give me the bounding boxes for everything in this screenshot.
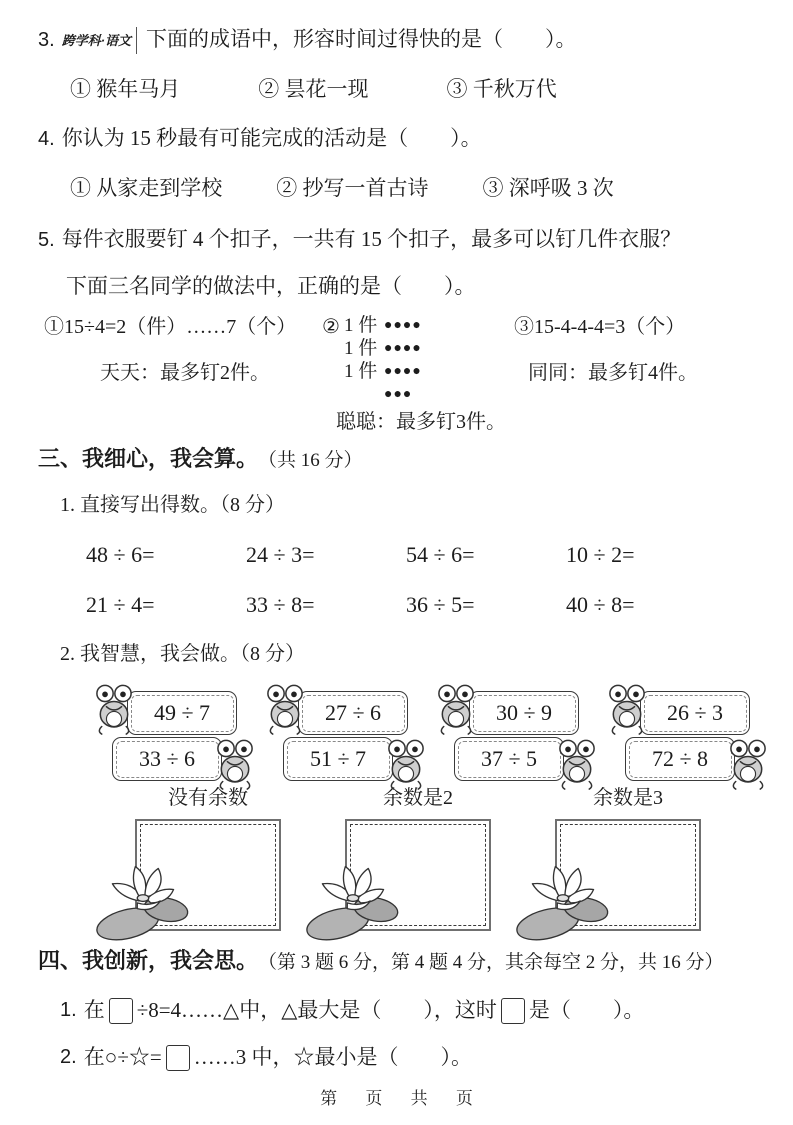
question-5-text-line1: 每件衣服要钉 4 个扣子，一共有 15 个扣子，最多可以钉几件衣服？	[61, 227, 682, 251]
category-label: 余数是2	[383, 787, 453, 809]
question-number: 1.	[60, 999, 77, 1021]
section-4-question-1: 1. 在 ÷8=4……△中，△最大是（ ），这时 是（ ）。	[60, 998, 645, 1022]
question-5-methods	[38, 314, 755, 435]
method-tiantian	[44, 314, 322, 435]
section-4-question-2: 2. 在○÷☆= ……3 中，☆最小是（ ）。	[60, 1045, 472, 1069]
answer-box	[345, 819, 491, 931]
lotus-icon	[513, 857, 613, 943]
button-row	[344, 383, 422, 406]
section-3-heading	[38, 445, 755, 475]
calc-problem: 33 ÷ 8=	[246, 592, 315, 617]
calc-problem: 48 ÷ 6=	[86, 542, 155, 567]
answer-box	[555, 819, 701, 931]
calc-problem: 36 ÷ 5=	[406, 592, 475, 617]
question-3	[38, 26, 755, 54]
question-3-options	[38, 76, 755, 103]
frog-card-group	[92, 691, 237, 735]
sorting-group-remainder-3	[555, 785, 701, 931]
question-5-line2	[38, 273, 755, 300]
frog-icon	[213, 739, 257, 790]
section-3-score: （共 16 分）	[258, 450, 363, 471]
section-4-title: 四、我创新，我会思。	[38, 948, 259, 973]
calc-problem: 21 ÷ 4=	[86, 592, 155, 617]
method-tongtong	[514, 314, 755, 435]
button-row: 1 件 ●●●●	[344, 314, 422, 337]
sorting-group-remainder-2	[345, 785, 491, 931]
button-row: 1 件 ●●●●	[344, 360, 422, 383]
method-1-formula: ①15÷4=2（件）……7（个）	[44, 316, 297, 338]
method-2-answer: 聪聪：最多钉3件。	[336, 411, 506, 433]
calc-problem: 54 ÷ 6=	[406, 542, 475, 567]
calc-problem: 40 ÷ 8=	[566, 592, 635, 617]
button-dots: ●●●●	[384, 340, 422, 356]
section-3-sub1: 1. 直接写出得数。（8 分）	[60, 494, 285, 516]
division-card: 33 ÷ 6	[112, 737, 222, 781]
question-4-number: 4.	[38, 128, 55, 150]
blank-square	[501, 998, 525, 1024]
frog-card-group	[605, 691, 750, 735]
section-3-sub2: 2. 我智慧，我会做。（8 分）	[60, 643, 305, 665]
page-footer: 第 页 共 页	[320, 1089, 485, 1108]
button-dots: ●●●	[384, 386, 413, 402]
division-card: 26 ÷ 3	[640, 691, 750, 735]
division-card: 72 ÷ 8	[625, 737, 735, 781]
question-4-option-2: ② 抄写一首古诗	[276, 176, 429, 200]
division-card: 51 ÷ 7	[283, 737, 393, 781]
calc-problem: 10 ÷ 2=	[566, 542, 635, 567]
frog-card-group	[434, 691, 579, 735]
question-5-text-line2: 下面三名同学的做法中，正确的是（ ）。	[66, 274, 476, 298]
lotus-icon	[93, 857, 193, 943]
frog-icon	[384, 739, 428, 790]
calc-problem: 24 ÷ 3=	[246, 542, 315, 567]
frog-icon	[434, 684, 478, 735]
blank-square	[166, 1045, 190, 1071]
division-card: 49 ÷ 7	[127, 691, 237, 735]
division-card: 37 ÷ 5	[454, 737, 564, 781]
question-3-option-1: ① 猴年马月	[70, 77, 181, 101]
sorting-boxes-row	[38, 785, 755, 931]
frog-card-group	[283, 737, 428, 781]
method-3-answer: 同同：最多钉4件。	[528, 362, 698, 384]
question-4-text: 你认为 15 秒最有可能完成的活动是（ ）。	[61, 126, 482, 150]
sorting-group-no-remainder	[135, 785, 281, 931]
question-4	[38, 125, 755, 153]
frog-card-group	[454, 737, 599, 781]
frog-card-group	[263, 691, 408, 735]
button-dots: ●●●●	[384, 363, 422, 379]
frog-cards-row-1	[38, 691, 755, 735]
frog-icon	[726, 739, 770, 790]
category-label: 余数是3	[593, 787, 663, 809]
method-2-circled-number: ②	[322, 316, 340, 338]
question-4-options	[38, 175, 755, 202]
question-number: 2.	[60, 1046, 77, 1068]
button-dots: ●●●●	[384, 317, 422, 333]
frog-icon	[92, 684, 136, 735]
question-4-option-1: ① 从家走到学校	[70, 176, 223, 200]
section-4-score: （第 3 题 6 分，第 4 题 4 分，其余每空 2 分，共 16 分）	[258, 952, 724, 973]
blank-square	[109, 998, 133, 1024]
frog-icon	[263, 684, 307, 735]
question-4-option-3: ③ 深呼吸 3 次	[482, 176, 614, 200]
cross-subject-badge: 跨学科·语文	[62, 27, 137, 54]
frog-card-group	[625, 737, 770, 781]
oral-calculation-grid	[38, 542, 755, 618]
question-3-text: 下面的成语中，形容时间过得快的是（ ）。	[146, 27, 577, 51]
method-1-answer: 天天：最多钉2件。	[100, 362, 270, 384]
division-card: 27 ÷ 6	[298, 691, 408, 735]
question-3-number: 3.	[38, 29, 55, 51]
question-5-number: 5.	[38, 229, 55, 251]
frog-cards-row-2	[38, 737, 755, 781]
answer-box	[135, 819, 281, 931]
question-3-option-2: ② 昙花一现	[258, 77, 369, 101]
frog-icon	[605, 684, 649, 735]
frog-icon	[555, 739, 599, 790]
section-3-title: 三、我细心，我会算。	[38, 446, 259, 471]
frog-card-group	[112, 737, 257, 781]
method-congcong	[322, 314, 514, 435]
question-3-option-3: ③ 千秋万代	[446, 77, 557, 101]
button-row: 1 件 ●●●●	[344, 337, 422, 360]
method-3-formula: ③15-4-4-4=3（个）	[514, 316, 686, 338]
category-label: 没有余数	[168, 787, 248, 809]
section-4-heading	[38, 947, 755, 977]
question-5	[38, 226, 755, 254]
division-card: 30 ÷ 9	[469, 691, 579, 735]
lotus-icon	[303, 857, 403, 943]
